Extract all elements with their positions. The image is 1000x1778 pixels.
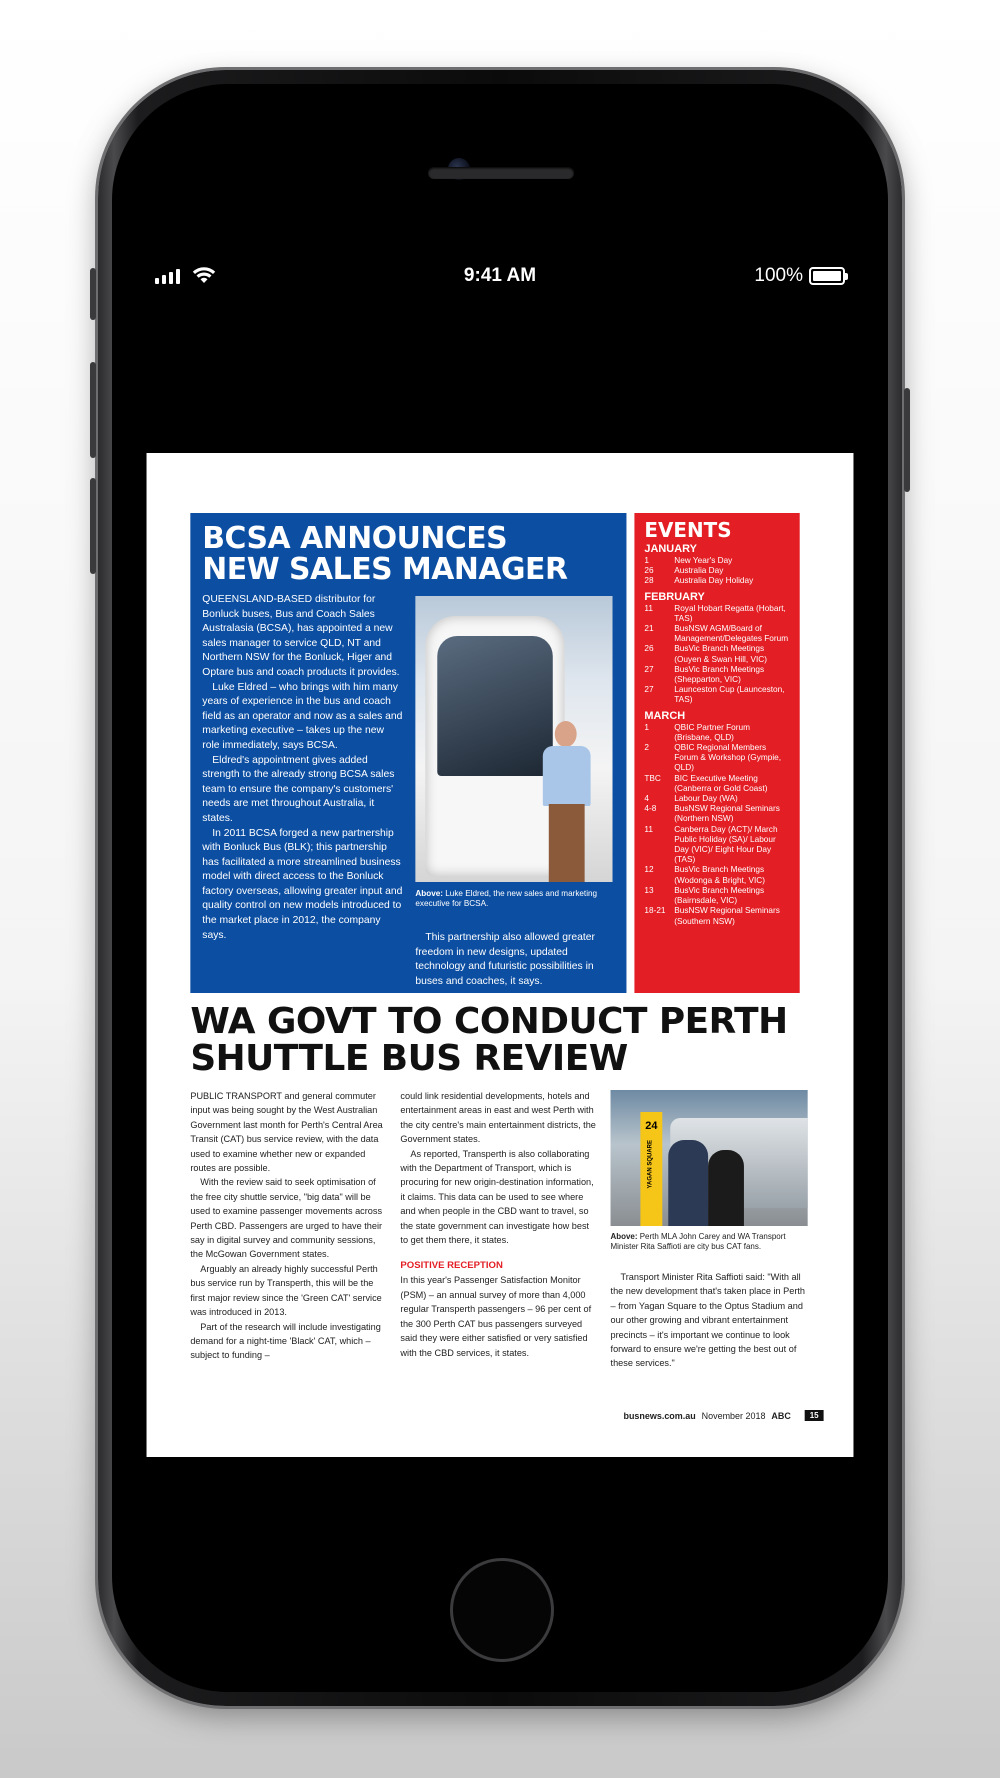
footer-date: November 2018 (701, 1410, 766, 1421)
events-title: EVENTS (644, 518, 732, 542)
sign-number: 24 (645, 1120, 658, 1132)
event-item (644, 885, 789, 905)
wa-paragraph: In this year's Passenger Satisfaction Monitor (PSM) – an annual survey of more than 4,000 regular Transperth passengers – 96 per cent of the 300 Perth CAT bus passengers surveyed said they were either satisfied or very satisfied with the CBD services, it states. (400, 1275, 592, 1358)
event-name: QBIC Partner Forum (Brisbane, QLD) (674, 721, 750, 742)
event-item (644, 555, 789, 565)
event-date: 4 (644, 793, 649, 804)
wa-body-column-3 (611, 1270, 808, 1371)
event-date: 11 (644, 602, 653, 613)
event-date: 26 (644, 643, 654, 654)
event-name: BusVic Branch Meetings (Wodonga & Bright, VIC) (674, 864, 766, 885)
event-item (644, 643, 789, 663)
magazine-page[interactable] (147, 453, 854, 1457)
wa-headline (190, 1003, 807, 1077)
wa-body-column-2 (400, 1089, 597, 1360)
wa-paragraph: PUBLIC TRANSPORT and general commuter input was being sought by the West Australian Government last month for Perth's Central Area Transit (CAT) bus service review, with the data used to examine whether new or expanded routes are possible. (190, 1091, 383, 1174)
event-item (644, 793, 789, 803)
event-name: Australia Day Holiday (674, 575, 754, 586)
event-name: Canberra Day (ACT)/ March Public Holiday (SA)/ Labour Day (VIC)/ Eight Hour Day (TAS) (674, 823, 778, 865)
phone-screen (145, 254, 855, 1516)
battery-percent: 100% (754, 265, 803, 286)
event-item (644, 684, 789, 704)
event-date: 26 (644, 565, 654, 576)
event-item (644, 905, 789, 925)
event-date: 18-21 (644, 905, 666, 916)
bcsa-article (190, 513, 626, 993)
event-item (644, 773, 789, 793)
footer-brand: ABC (771, 1410, 791, 1421)
volume-down-button[interactable] (90, 478, 96, 574)
wa-paragraph: With the review said to seek optimisation of the free city shuttle service, "big data" will be used to examine passenger movements across Perth CBD. Passengers are urged to have their say in digital survey and community sessions, the McGowan Government states. (190, 1177, 383, 1260)
wa-photo (611, 1090, 808, 1226)
event-item (644, 664, 789, 684)
bcsa-paragraph: QUEENSLAND-BASED distributor for Bonluck buses, Bus and Coach Sales Australasia (BCSA), has appointed a new sales manager to service QLD, NT and Northern NSW for the Bonluck, Higer and Optare bus and coach products it provides. (202, 594, 400, 678)
volume-up-button[interactable] (90, 362, 96, 458)
wa-body-column-1 (190, 1089, 387, 1363)
bcsa-photo-caption (415, 889, 612, 909)
status-bar (145, 254, 855, 298)
event-item (644, 742, 789, 773)
event-name: BusVic Branch Meetings (Bairnsdale, VIC) (674, 884, 765, 906)
caption-label: Above: (610, 1232, 638, 1241)
event-date: 11 (644, 823, 653, 834)
event-name: QBIC Regional Members Forum & Workshop (Gympie, QLD) (674, 742, 782, 773)
event-name: BusNSW AGM/Board of Management/Delegates Forum (674, 623, 789, 644)
person-image (555, 721, 577, 747)
event-item (644, 623, 789, 643)
caption-text: Luke Eldred, the new sales and marketing executive for BCSA. (415, 889, 598, 908)
bcsa-photo (415, 596, 612, 882)
footer-url[interactable]: busnews.com.au (623, 1410, 696, 1421)
event-name: Launceston Cup (Launceston, TAS) (674, 684, 785, 705)
event-item (644, 824, 789, 865)
page-footer (623, 1410, 823, 1421)
wa-photo-caption (611, 1232, 808, 1252)
sign-text: YAGAN SQUARE (647, 1140, 654, 1189)
caption-label: Above: (415, 889, 443, 898)
earpiece-speaker (428, 167, 574, 179)
event-date: 4-8 (644, 803, 657, 814)
mute-switch[interactable] (90, 268, 96, 320)
clock: 9:41 AM (463, 265, 537, 286)
bcsa-headline-line2: NEW SALES MANAGER (202, 552, 568, 587)
person-image (708, 1150, 744, 1226)
event-name: Australia Day (674, 565, 724, 576)
bcsa-paragraph: Eldred's appointment gives added strength to the already strong BCSA sales team to ensure the company's customers' needs are met throughout Australia, it states. (202, 754, 395, 824)
event-date: 2 (644, 742, 649, 753)
bcsa-paragraph: Luke Eldred – who brings with him many years of experience in the bus and coach field as an operator and now as a sales and marketing executive – takes up the new role immediately, says BCSA. (202, 681, 403, 751)
wa-headline-line1: WA GOVT TO CONDUCT PERTH (190, 1001, 788, 1042)
event-date: 12 (644, 864, 654, 875)
wa-paragraph: could link residential developments, hotels and entertainment areas in east and west Perth with the city centre's main entertainment districts, the Government states. (400, 1091, 596, 1145)
yagan-square-sign (640, 1112, 662, 1226)
wa-subhead: POSITIVE RECEPTION (400, 1260, 503, 1272)
event-name: BIC Executive Meeting (Canberra or Gold Coast) (674, 772, 768, 793)
event-date: 13 (644, 884, 654, 895)
events-month-heading: FEBRUARY (644, 590, 705, 603)
events-list (644, 543, 789, 926)
bcsa-paragraph: In 2011 BCSA forged a new partnership with Bonluck Bus (BLK); this partnership has facilitated a more streamlined business model with direct access to the Bonluck factory overseas, allowing greater input and quality control on new models introduced to the market place in 2012, the company says. (202, 827, 403, 941)
person-image (668, 1140, 708, 1226)
person-image (543, 746, 591, 806)
event-name: BusNSW Regional Seminars (Southern NSW) (674, 905, 780, 926)
battery-group (754, 265, 845, 287)
event-item (644, 722, 789, 742)
event-date: 27 (644, 684, 654, 695)
events-month-heading: MARCH (644, 709, 686, 722)
bus-windscreen-image (437, 636, 553, 776)
wa-paragraph: Part of the research will include investigating demand for a night-time 'Black' CAT, which – subject to funding – (190, 1321, 381, 1361)
wa-paragraph: As reported, Transperth is also collaborating with the Department of Transport, which is procuring for new origin-destination information, it claims. This data can be used to see where and when people in the CBD want to travel, so the state government can investigate how best to get them there, it states. (400, 1148, 594, 1246)
bcsa-body-column-2: This partnership also allowed greater freedom in new designs, updated technology and futuristic possibilities in buses and coaches, it says. (415, 932, 595, 987)
event-name: BusNSW Regional Seminars (Northern NSW) (674, 803, 780, 824)
event-date: 28 (644, 575, 654, 586)
page-number: 15 (805, 1410, 824, 1421)
events-panel (634, 513, 799, 993)
wa-paragraph: Transport Minister Rita Saffioti said: "With all the new development that's taken place in Perth – from Yagan Square to the Optus Stadium and our other growing and vibrant entertainment precincts – it's important we continue to look forward to ensure we're getting the best out of these services." (610, 1272, 806, 1369)
event-item (644, 803, 789, 823)
caption-text: Perth MLA John Carey and WA Transport Minister Rita Saffioti are city bus CAT fans. (610, 1232, 786, 1251)
wa-paragraph: Arguably an already highly successful Perth bus service run by Transperth, this will be the first major review since the 'Green CAT' service was introduced in 2013. (190, 1263, 382, 1318)
event-date: 21 (644, 623, 654, 634)
event-name: BusVic Branch Meetings (Shepparton, VIC) (674, 663, 765, 685)
bcsa-headline (202, 523, 614, 585)
event-date: 27 (644, 663, 654, 674)
event-date: TBC (644, 772, 661, 783)
home-button[interactable] (450, 1558, 554, 1662)
bcsa-body-column (202, 593, 403, 943)
event-item (644, 575, 789, 585)
event-date: 1 (644, 555, 649, 565)
event-name: New Year's Day (674, 555, 733, 565)
event-name: Royal Hobart Regatta (Hobart, TAS) (674, 602, 786, 623)
power-button[interactable] (904, 388, 910, 492)
bcsa-headline-line1: BCSA ANNOUNCES (202, 521, 508, 556)
event-date: 1 (644, 721, 649, 732)
person-image (549, 804, 585, 882)
event-item (644, 565, 789, 575)
wa-headline-line2: SHUTTLE BUS REVIEW (190, 1038, 628, 1079)
battery-icon (809, 267, 845, 285)
event-item (644, 864, 789, 884)
phone-frame (98, 70, 902, 1706)
events-month-heading: JANUARY (644, 543, 697, 555)
event-item (644, 603, 789, 623)
event-name: BusVic Branch Meetings (Ouyen & Swan Hill, VIC) (674, 643, 767, 664)
event-name: Labour Day (WA) (674, 793, 738, 804)
